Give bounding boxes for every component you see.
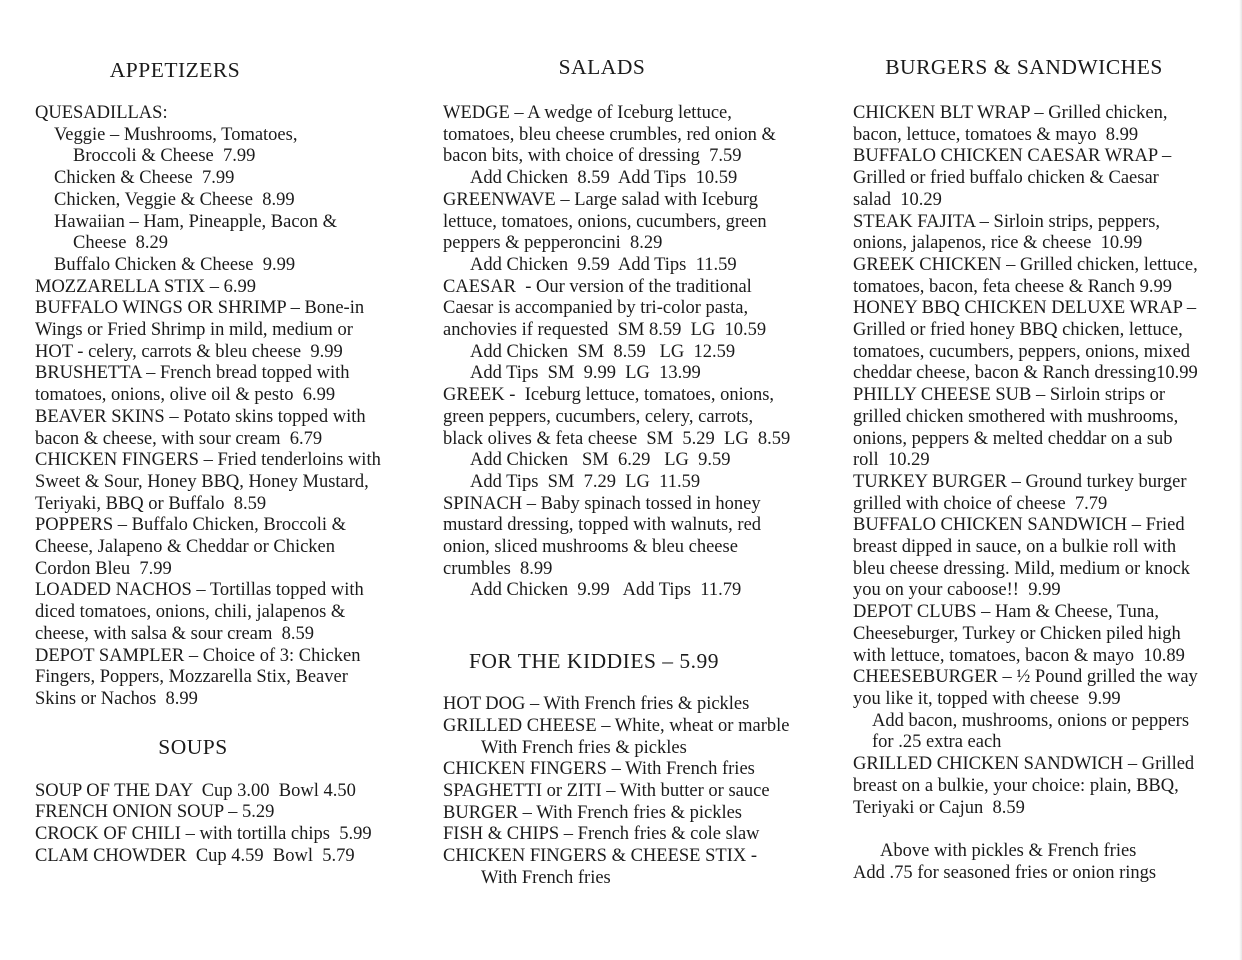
menu-line: Add Chicken 9.59 Add Tips 11.59 (470, 254, 737, 275)
menu-line: GRILLED CHEESE – White, wheat or marble (443, 715, 790, 736)
menu-line: tomatoes, bacon, feta cheese & Ranch 9.99 (853, 276, 1173, 297)
menu-line: CHICKEN FINGERS – Fried tenderloins with (35, 450, 381, 471)
menu-line: for .25 extra each (872, 732, 1002, 753)
salads-list (443, 103, 827, 602)
menu-line: HONEY BBQ CHICKEN DELUXE WRAP – (853, 298, 1197, 319)
menu-line: you like it, topped with cheese 9.99 (853, 688, 1121, 709)
menu-line: Add bacon, mushrooms, onions or peppers (872, 710, 1190, 731)
menu-line: cheese, with salsa & sour cream 8.59 (35, 623, 314, 644)
menu-line: lettuce, tomatoes, onions, cucumbers, green (443, 211, 767, 232)
menu-line: WEDGE – A wedge of Iceburg lettuce, (443, 103, 732, 123)
burgers-footer-note (853, 841, 1235, 884)
menu-line: TURKEY BURGER – Ground turkey burger (853, 471, 1187, 492)
soups-list (35, 781, 431, 868)
menu-line: onions, jalapenos, rice & cheese 10.99 (853, 233, 1143, 254)
menu-line: POPPERS – Buffalo Chicken, Broccoli & (35, 515, 347, 536)
menu-line: CHEESEBURGER – ½ Pound grilled the way (853, 667, 1198, 688)
menu-line: bacon, lettuce, tomatoes & mayo 8.99 (853, 124, 1139, 145)
menu-line: Caesar is accompanied by tri-color pasta, (443, 298, 749, 319)
menu-line: Add Tips SM 9.99 LG 13.99 (470, 363, 701, 384)
menu-line: Add Chicken 8.59 Add Tips 10.59 (470, 168, 738, 189)
kiddies-heading: FOR THE KIDDIES – 5.99 (468, 649, 720, 674)
menu-line: you on your caboose!! 9.99 (853, 580, 1061, 601)
menu-line: Grilled or fried buffalo chicken & Caesar (853, 168, 1159, 189)
menu-line: Cheese, Jalapeno & Cheddar or Chicken (35, 537, 336, 558)
menu-line: QUESADILLAS: (35, 103, 168, 123)
menu-line: DEPOT CLUBS – Ham & Cheese, Tuna, (853, 602, 1159, 623)
menu-line: onions, peppers & melted cheddar on a sub (853, 428, 1173, 449)
menu-line: Grilled or fried honey BBQ chicken, lettuce, (853, 320, 1183, 341)
menu-line: DEPOT SAMPLER – Choice of 3: Chicken (35, 645, 361, 666)
menu-line: bacon bits, with choice of dressing 7.59 (443, 146, 742, 167)
salads-heading: SALADS (558, 55, 646, 79)
menu-line: with lettuce, tomatoes, bacon & mayo 10.89 (853, 645, 1185, 666)
column-burgers-sandwiches (853, 0, 1235, 885)
menu-line: Add Chicken 9.99 Add Tips 11.79 (470, 580, 742, 601)
menu-line: bleu cheese dressing. Mild, medium or knock (853, 558, 1191, 579)
menu-line: Cheese 8.29 (73, 233, 169, 254)
menu-line: Teriyaki or Cajun 8.59 (853, 797, 1025, 818)
menu-line: With French fries & pickles (481, 737, 687, 758)
menu-line: tomatoes, bleu cheese crumbles, red onion & (443, 124, 776, 145)
menu-line: Wings or Fried Shrimp in mild, medium or (35, 320, 353, 341)
menu-line: onion, sliced mushrooms & bleu cheese (443, 537, 738, 558)
menu-line: CHICKEN BLT WRAP – Grilled chicken, (853, 103, 1168, 123)
menu-line: BURGER – With French fries & pickles (443, 802, 742, 823)
menu-line: BUFFALO CHICKEN SANDWICH – Fried (853, 515, 1185, 536)
menu-line: Cheeseburger, Turkey or Chicken piled high (853, 623, 1181, 644)
menu-line: cheddar cheese, bacon & Ranch dressing10.99 (853, 363, 1198, 384)
menu-line: Chicken & Cheese 7.99 (54, 168, 235, 189)
menu-line: grilled with choice of cheese 7.79 (853, 493, 1108, 514)
menu-line: Cordon Bleu 7.99 (35, 558, 172, 579)
menu-line: peppers & pepperoncini 8.29 (443, 233, 663, 254)
burgers-heading: BURGERS & SANDWICHES (885, 55, 1163, 79)
kiddies-list (443, 694, 827, 889)
menu-line: CAESAR - Our version of the traditional (443, 276, 752, 297)
menu-line: green peppers, cucumbers, celery, carrots, (443, 406, 754, 427)
menu-line: roll 10.29 (853, 450, 930, 471)
column-appetizers-soups (35, 0, 431, 868)
menu-line: LOADED NACHOS – Tortillas topped with (35, 580, 364, 601)
menu-line: crumbles 8.99 (443, 558, 553, 579)
menu-line: SPINACH – Baby spinach tossed in honey (443, 493, 761, 514)
menu-line: Sweet & Sour, Honey BBQ, Honey Mustard, (35, 471, 369, 492)
burgers-list (853, 103, 1235, 819)
menu-line: CROCK OF CHILI – with tortilla chips 5.99 (35, 824, 372, 845)
menu-line: tomatoes, cucumbers, peppers, onions, mixed (853, 341, 1191, 362)
menu-line: Add .75 for seasoned fries or onion rings (853, 862, 1157, 883)
menu-line: Teriyaki, BBQ or Buffalo 8.59 (35, 493, 267, 514)
menu-line: FISH & CHIPS – French fries & cole slaw (443, 824, 760, 845)
menu-line: breast dipped in sauce, on a bulkie roll with (853, 537, 1177, 558)
menu-line: BUFFALO CHICKEN CAESAR WRAP – (853, 146, 1172, 167)
menu-line: salad 10.29 (853, 189, 942, 210)
menu-line: grilled chicken smothered with mushrooms, (853, 406, 1179, 427)
menu-line: CLAM CHOWDER Cup 4.59 Bowl 5.79 (35, 845, 355, 866)
menu-line: anchovies if requested SM 8.59 LG 10.59 (443, 320, 767, 341)
menu-line: bacon & cheese, with sour cream 6.79 (35, 428, 323, 449)
menu-line: Skins or Nachos 8.99 (35, 688, 198, 709)
menu-line: GRILLED CHICKEN SANDWICH – Grilled (853, 754, 1195, 775)
menu-line: HOT - celery, carrots & bleu cheese 9.99 (35, 341, 343, 362)
soups-heading: SOUPS (158, 734, 228, 759)
menu-line: Veggie – Mushrooms, Tomatoes, (54, 124, 298, 145)
column-salads-kiddies (443, 0, 827, 890)
menu-line: STEAK FAJITA – Sirloin strips, peppers, (853, 211, 1161, 232)
menu-line: tomatoes, onions, olive oil & pesto 6.99 (35, 385, 336, 406)
menu-line: With French fries (481, 867, 611, 888)
menu-line: BUFFALO WINGS OR SHRIMP – Bone-in (35, 298, 365, 319)
menu-line: Add Chicken SM 8.59 LG 12.59 (470, 341, 736, 362)
menu-line: PHILLY CHEESE SUB – Sirloin strips or (853, 385, 1165, 406)
menu-line: Above with pickles & French fries (880, 841, 1137, 862)
menu-line: diced tomatoes, onions, chili, jalapenos & (35, 602, 346, 623)
menu-line: CHICKEN FINGERS – With French fries (443, 759, 755, 780)
menu-line: GREEK CHICKEN – Grilled chicken, lettuce, (853, 254, 1198, 275)
menu-line: CHICKEN FINGERS & CHEESE STIX - (443, 846, 757, 867)
menu-line: HOT DOG – With French fries & pickles (443, 694, 750, 715)
menu-line: Add Tips SM 7.29 LG 11.59 (470, 471, 701, 492)
menu-line: Chicken, Veggie & Cheese 8.99 (54, 189, 295, 210)
menu-line: Fingers, Poppers, Mozzarella Stix, Beaver (35, 667, 348, 688)
menu-line: mustard dressing, topped with walnuts, red (443, 515, 762, 536)
appetizers-list (35, 103, 431, 711)
menu-line: black olives & feta cheese SM 5.29 LG 8.59 (443, 428, 791, 449)
menu-line: SOUP OF THE DAY Cup 3.00 Bowl 4.50 (35, 780, 356, 801)
menu-line: GREENWAVE – Large salad with Iceburg (443, 189, 758, 210)
menu-line: GREEK - Iceburg lettuce, tomatoes, onions, (443, 385, 775, 406)
menu-line: SPAGHETTI or ZITI – With butter or sauce (443, 780, 770, 801)
appetizers-heading: APPETIZERS (109, 58, 241, 82)
menu-line: MOZZARELLA STIX – 6.99 (35, 276, 256, 297)
menu-line: breast on a bulkie, your choice: plain, BBQ, (853, 775, 1179, 796)
menu-line: Add Chicken SM 6.29 LG 9.59 (470, 450, 731, 471)
menu-line: BEAVER SKINS – Potato skins topped with (35, 406, 366, 427)
menu-line: Buffalo Chicken & Cheese 9.99 (54, 254, 296, 275)
menu-line: BRUSHETTA – French bread topped with (35, 363, 350, 384)
menu-line: FRENCH ONION SOUP – 5.29 (35, 802, 275, 823)
menu-line: Broccoli & Cheese 7.99 (73, 146, 256, 167)
menu-line: Hawaiian – Ham, Pineapple, Bacon & (54, 211, 338, 232)
